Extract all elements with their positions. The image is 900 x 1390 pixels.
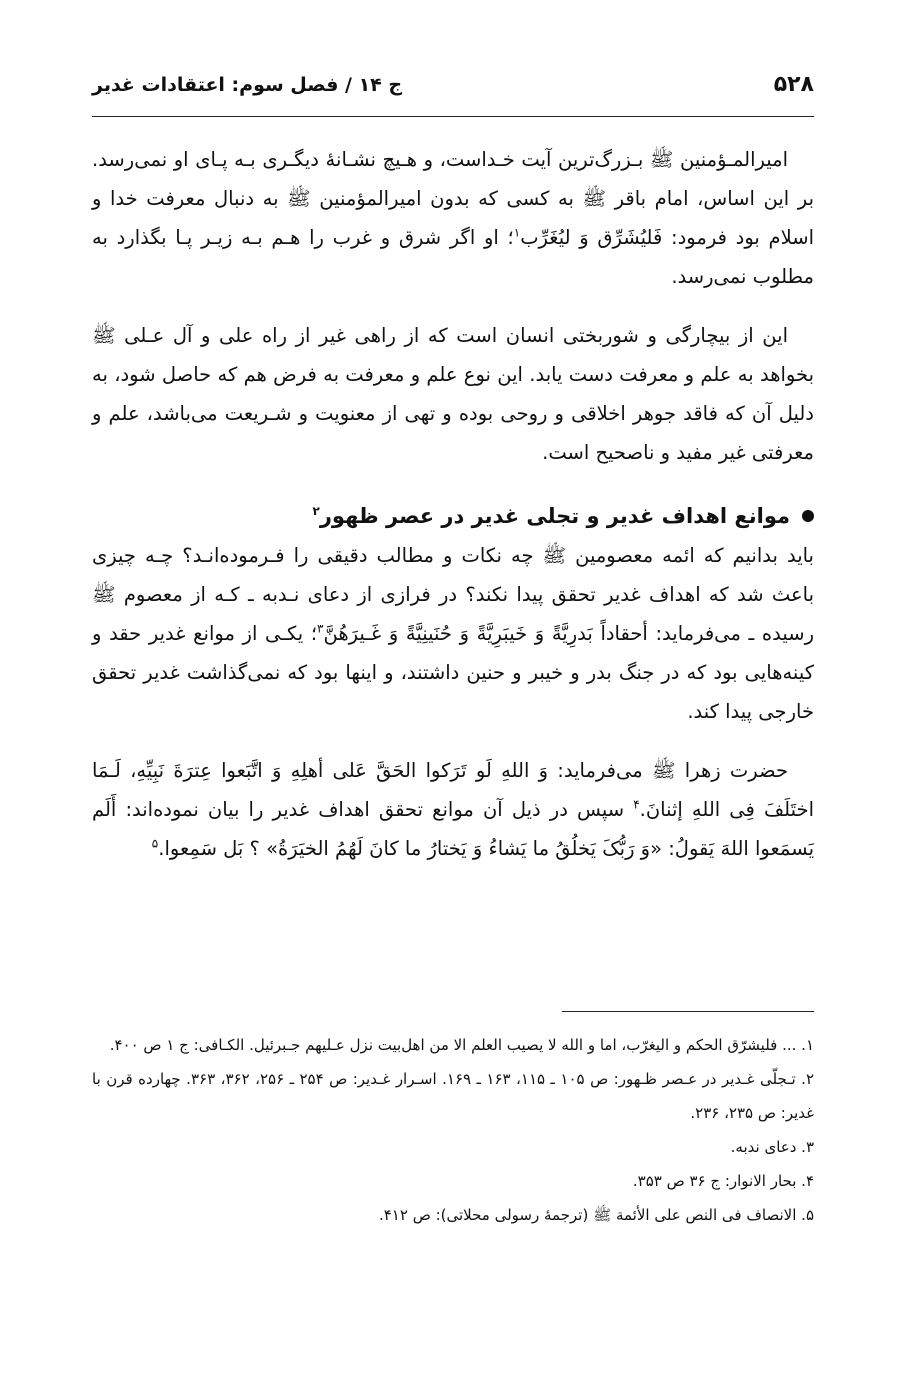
paragraph-4-text: حضرت زهرا ﷺ می‌فرماید: وَ اللهِ لَو تَرَکوا الحَقَّ عَلی أهلِهِ وَ اتَّبَعوا عِترَةَ نَبِیِّهِ، لَـمَا اختَلَفَ فِی اللهِ إثنانَ. bbox=[92, 759, 814, 821]
page-number: ۵۲۸ bbox=[773, 72, 814, 97]
footnote-ref-2: ۲ bbox=[312, 504, 320, 518]
footnote-2: ۲. تـجلّی غـدیر در عـصر ظـهور: ص ۱۰۵ ـ ۱۱۵، ۱۶۳ ـ ۱۶۹. اسـرار غـدیر: ص ۲۵۴ ـ ۲۵۶، ۳۶۲، ۳۶۳. چهارده قرن با غدیر: ص ۲۳۵، ۲۳۶. bbox=[92, 1070, 815, 1122]
footnotes bbox=[92, 1028, 814, 1232]
book-page bbox=[92, 0, 814, 1390]
paragraph-1-text: امیرالمـؤمنین ﷺ بـزرگ‌ترین آیت خـداست، و هـیچ نشـانهٔ دیگـری بـه پـای او نمی‌رسد. بر این اساس، امام باقر ﷺ به کسی که بدون امیرالمؤمنین ﷺ به دنبال معرفت خدا و اسلام بود فرمود: فَلیُشَرِّق وَ لیُغَرِّب bbox=[92, 148, 815, 249]
header-rule bbox=[92, 116, 814, 117]
footnote-ref-3: ۳ bbox=[317, 621, 324, 636]
footnote-1: ۱. ... فلیشرّق الحکم و الیغرّب، اما و الله لا یصیب العلم الا من اهل‌بیت نزل عـلیهم جـبرئیل. الکـافی: ج ۱ ص ۴۰۰. bbox=[109, 1036, 814, 1054]
page-header bbox=[92, 66, 814, 106]
main-text bbox=[92, 140, 814, 888]
paragraph-3 bbox=[92, 536, 814, 731]
paragraph-2: این از بیچارگی و شوربختی انسان است که از راهی غیر از راه علی و آل عـلی ﷺ بخواهد به علم و معرفت دست یابد. این نوع علم و معرفت به فرض هم که حاصل شود، به دلیل آن که فاقد جوهر اخلاقی و روحی بوده و تهی از معنویت و شـریعت می‌باشد، علم و معرفتی غیر مفید و ناصحیح است. bbox=[92, 324, 814, 464]
footnote-ref-1: ۱ bbox=[513, 225, 521, 240]
bullet-icon bbox=[802, 510, 814, 522]
paragraph-1 bbox=[92, 140, 814, 296]
section-heading bbox=[92, 496, 814, 536]
footnote-rule bbox=[562, 1011, 814, 1012]
footnote-3: ۳. دعای ندبه. bbox=[730, 1138, 814, 1156]
footnote-5: ۵. الانصاف فی النص علی الأئمة ﷺ (ترجمهٔ رسولی محلاتی): ص ۴۱۲. bbox=[378, 1206, 814, 1224]
running-title: ج ۱۴ / فصل سوم: اعتقادات غدیر bbox=[92, 74, 403, 96]
paragraph-3-tail: ؛ یکـی از موانع غدیر حقد و کینه‌هایی بود که در جنگ بدر و خیبر و حنین داشتند، و اینها بود که نمی‌گذاشت غدیر تحقق خارجی پیدا کند. bbox=[92, 622, 814, 723]
paragraph-1-tail: ؛ او اگر شرق و غرب را هـم بـه زیـر پـا بگذارد به مطلوب نمی‌رسد. bbox=[92, 226, 814, 288]
footnote-ref-5: ۵ bbox=[151, 836, 159, 851]
paragraph-3-text: باید بدانیم که ائمه معصومین ﷺ چه نکات و مطالب دقیقی را فـرموده‌انـد؟ چـه چیزی باعث شد که اهداف غدیر تحقق پیدا نکند؟ در فرازی از دعای نـدبه ـ کـه از معصوم ﷺ رسیده ـ می‌فرماید: أحقاداً بَدرِیَّةً وَ خَیبَرِیَّةً وَ حُنَینِیَّةً وَ غَـیرَهُنَّ bbox=[92, 544, 814, 645]
footnote-4: ۴. بحار الانوار: ج ۳۶ ص ۳۵۳. bbox=[632, 1172, 814, 1190]
paragraph-4 bbox=[92, 751, 814, 868]
footnote-ref-4: ۴ bbox=[633, 797, 640, 812]
paragraph-4-tail: سپس در ذیل آن موانع تحقق اهداف غدیر را بیان نموده‌اند: أَلَم یَسمَعوا اللهَ یَقولُ: «وَ رَبُّکَ یَخلُقُ ما یَشاءُ وَ یَختارُ ما کانَ لَهُمُ الخیَرَةُ» ؟ بَل سَمِعوا. bbox=[92, 798, 814, 860]
section-heading-text: موانع اهداف غدیر و تجلی غدیر در عصر ظهور bbox=[319, 504, 790, 528]
